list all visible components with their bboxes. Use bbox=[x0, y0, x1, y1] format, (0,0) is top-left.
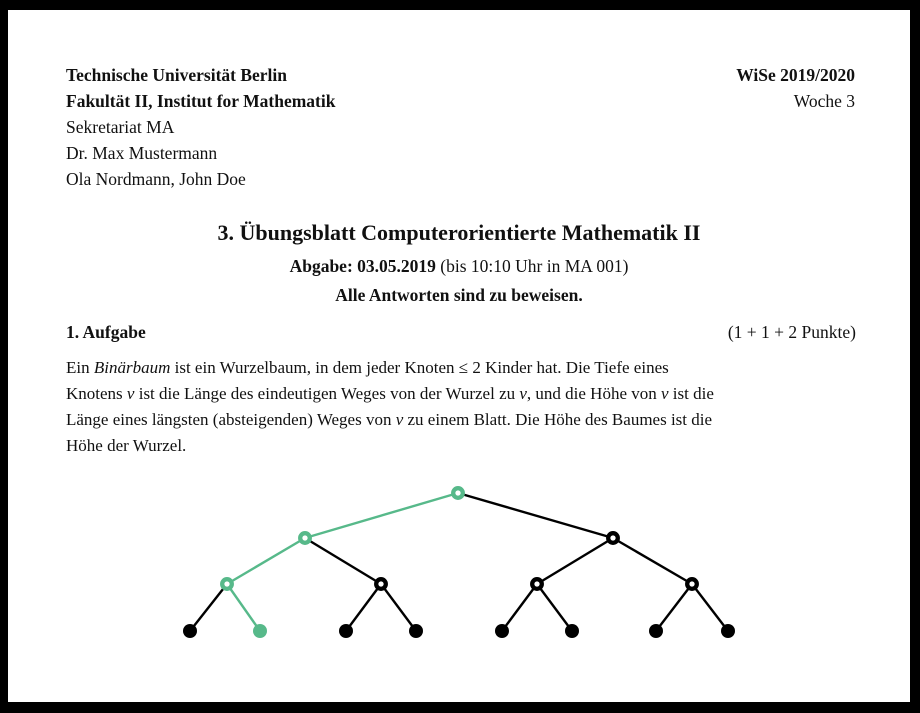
due-date-line bbox=[8, 253, 910, 279]
sheet-title: 3. Übungsblatt Computerorientierte Mathematik II bbox=[217, 220, 701, 245]
due-date-bold: Abgabe: 03.05.2019 bbox=[289, 256, 436, 276]
math-variable: v bbox=[395, 410, 404, 429]
math-variable: Binärbaum bbox=[93, 358, 171, 377]
math-variable: v bbox=[661, 384, 669, 403]
header-left-block bbox=[66, 62, 335, 192]
header-left-line: Sekretariat MA bbox=[66, 117, 175, 137]
header-left-line: Technische Universität Berlin bbox=[66, 65, 288, 85]
header-right-line: Woche 3 bbox=[793, 91, 855, 111]
math-variable: v bbox=[126, 384, 135, 403]
proof-note: Alle Antworten sind zu beweisen. bbox=[335, 285, 583, 305]
header-right-block bbox=[736, 62, 855, 114]
exercise-label: 1. Aufgabe bbox=[66, 322, 146, 342]
text-run: ist die bbox=[668, 384, 714, 403]
paragraph-line bbox=[66, 433, 878, 459]
text-run: Länge eines längsten (absteigenden) Weges von bbox=[66, 410, 396, 429]
text-run: Höhe der Wurzel. bbox=[66, 436, 187, 455]
text-run: , und die Höhe von bbox=[526, 384, 661, 403]
header-right-line: WiSe 2019/2020 bbox=[736, 65, 855, 85]
paragraph-line bbox=[66, 381, 878, 407]
math-variable: v bbox=[519, 384, 527, 403]
paragraph-line bbox=[66, 407, 878, 433]
exercise-points: (1 + 1 + 2 Punkte) bbox=[727, 322, 856, 342]
text-run: ist die Länge des eindeutigen Weges von der Wurzel zu bbox=[134, 384, 520, 403]
exercise-header-row bbox=[66, 319, 856, 345]
header-left-line: Ola Nordmann, John Doe bbox=[66, 169, 246, 189]
due-date-detail: (bis 10:10 Uhr in MA 001) bbox=[435, 256, 629, 276]
header-left-line: Dr. Max Mustermann bbox=[66, 143, 218, 163]
exercise-paragraph bbox=[66, 355, 878, 459]
text-run: ist ein Wurzelbaum, in dem jeder Knoten ≤ 2 Kinder hat. Die Tiefe eines bbox=[170, 358, 669, 377]
text-run: Knotens bbox=[66, 384, 127, 403]
paragraph-line bbox=[66, 355, 878, 381]
header-left-line: Fakultät II, Institut for Mathematik bbox=[66, 91, 336, 111]
text-run: Ein bbox=[66, 358, 94, 377]
text-run: zu einem Blatt. Die Höhe des Baumes ist die bbox=[403, 410, 713, 429]
